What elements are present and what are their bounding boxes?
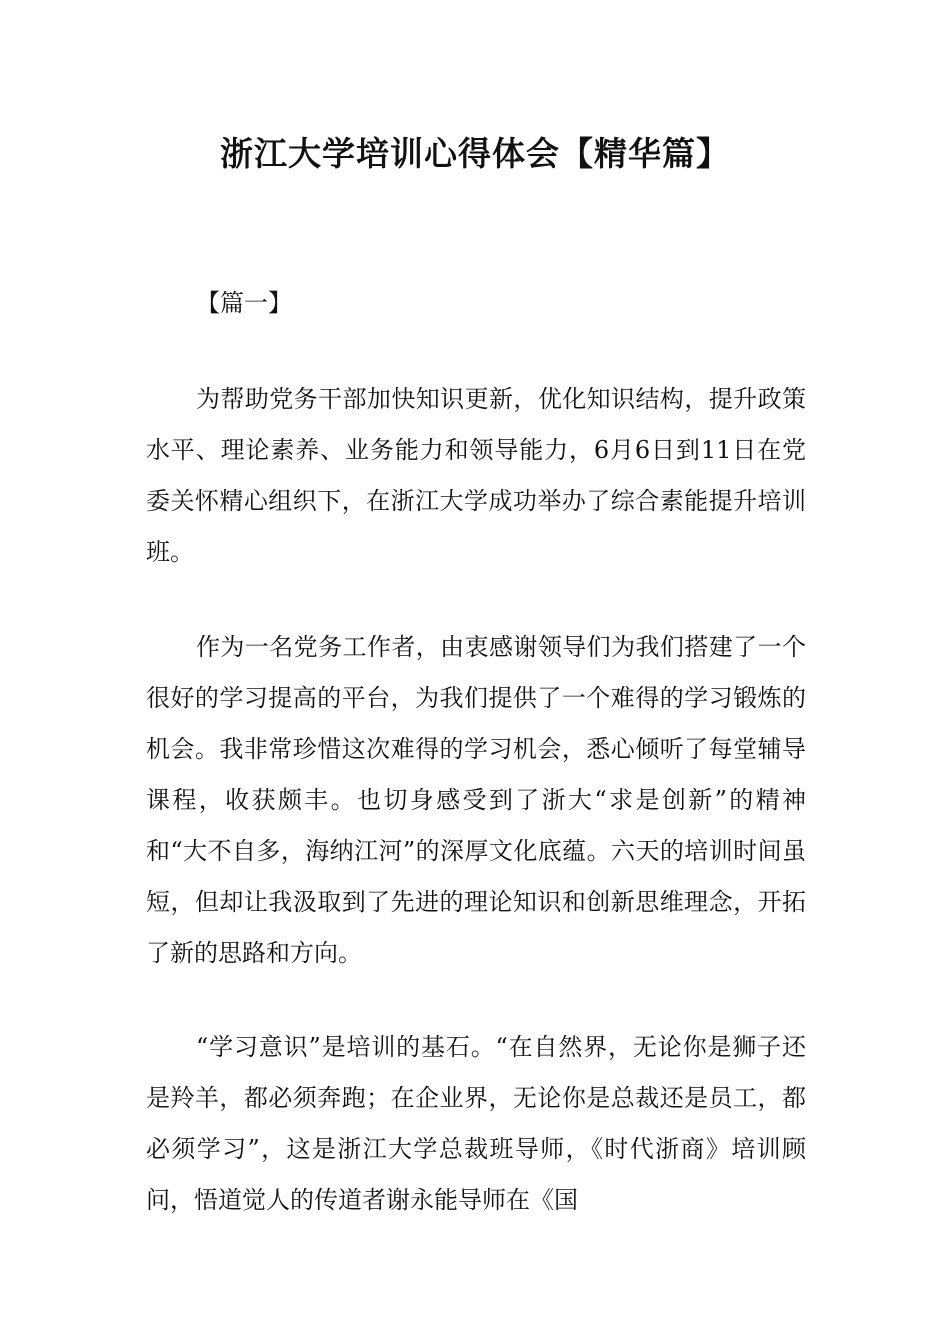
paragraph: 为帮助党务干部加快知识更新，优化知识结构，提升政策水平、理论素养、业务能力和领导能力，6月6日到11日在党委关怀精心组织下，在浙江大学成功举办了综合素能提升培训班。 [146,385,806,566]
section-label: 【篇一】 [196,289,292,317]
paragraph: 作为一名党务工作者，由衷感谢领导们为我们搭建了一个很好的学习提高的平台，为我们提供了一个难得的学习锻炼的机会。我非常珍惜这次难得的学习机会，悉心倾听了每堂辅导课程，收获颇丰。也切身感受到了浙大“求是创新”的精神和“大不自多，海纳江河”的深厚文化底蕴。六天的培训时间虽短，但却让我汲取到了先进的理论知识和创新思维理念，开拓了新的思路和方向。 [146,633,806,967]
document-title: 浙江大学培训心得体会【精华篇】 [220,134,730,173]
paragraph: “学习意识”是培训的基石。“在自然界，无论你是狮子还是羚羊，都必须奔跑；在企业界，无论你是总裁还是员工，都必须学习”，这是浙江大学总裁班导师，《时代浙商》培训顾问，悟道觉人的传道者谢永能导师在《国 [146,1033,806,1214]
